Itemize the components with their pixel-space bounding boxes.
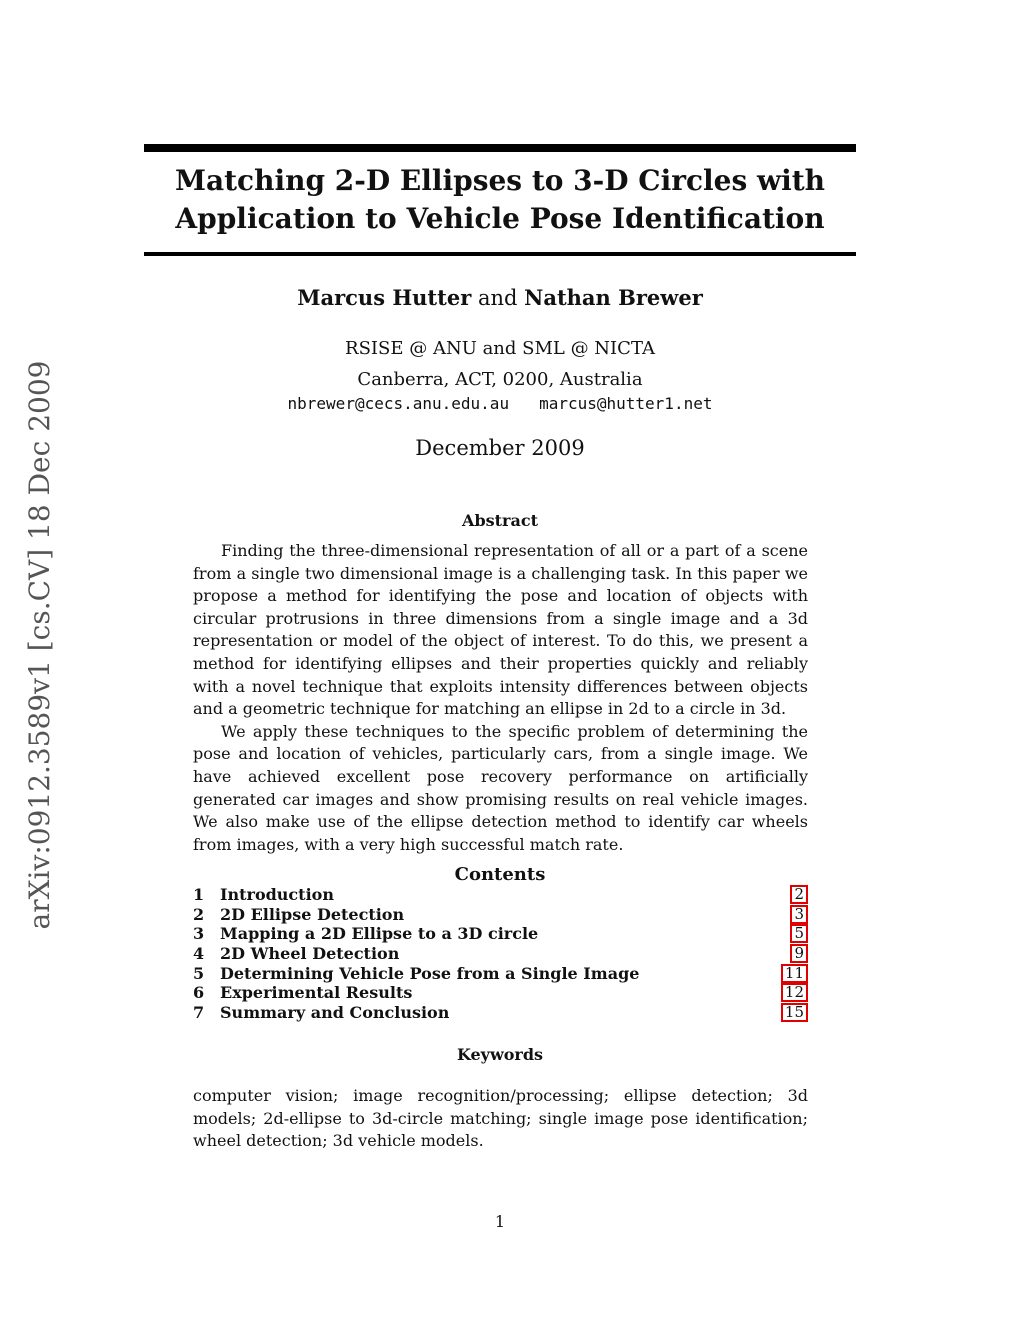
email-1[interactable]: nbrewer@cecs.anu.edu.au <box>287 394 510 413</box>
toc-entry[interactable] <box>193 983 808 1003</box>
title-line-1: Matching 2-D Ellipses to 3-D Circles with <box>174 164 826 197</box>
title-rule-bottom <box>144 252 856 256</box>
abstract-body <box>193 540 808 856</box>
keywords-text: computer vision; image recognition/processing; ellipse detection; 3d models; 2d-ellipse to 3d-circle matching; single image pose identification; wheel detection; 3d vehicle models. <box>193 1086 808 1151</box>
affiliation-line-1: RSISE @ ANU and SML @ NICTA <box>345 338 655 359</box>
affiliation <box>144 333 856 395</box>
toc-number: 5 <box>193 963 205 983</box>
toc-page-link[interactable]: 3 <box>790 905 808 924</box>
author-2: Nathan Brewer <box>524 285 703 310</box>
page-number: 1 <box>494 1212 506 1231</box>
toc-number: 6 <box>193 983 205 1003</box>
title-rule-top <box>144 144 856 152</box>
email-list <box>144 394 856 413</box>
author-list <box>144 285 856 310</box>
affiliation-line-2: Canberra, ACT, 0200, Australia <box>357 369 643 390</box>
toc-page-link[interactable]: 11 <box>781 964 808 983</box>
abstract-heading: Abstract <box>462 511 538 530</box>
keywords-heading: Keywords <box>456 1045 544 1064</box>
toc-page-link[interactable]: 12 <box>781 983 808 1002</box>
toc-label: Determining Vehicle Pose from a Single Image <box>220 963 640 983</box>
toc-page-link[interactable]: 5 <box>790 924 808 943</box>
publication-date: December 2009 <box>415 436 585 460</box>
toc-page-link[interactable]: 9 <box>790 944 808 963</box>
contents-heading: Contents <box>454 864 546 885</box>
arxiv-stamp: arXiv:0912.3589v1 [cs.CV] 18 Dec 2009 <box>23 360 56 930</box>
toc-page-link[interactable]: 2 <box>790 885 808 904</box>
author-joiner: and <box>477 286 518 310</box>
toc-label: Introduction <box>220 885 334 905</box>
toc-entry[interactable] <box>193 905 808 925</box>
toc-label: 2D Wheel Detection <box>220 944 400 964</box>
table-of-contents <box>193 885 808 1022</box>
toc-entry[interactable] <box>193 1003 808 1023</box>
toc-entry[interactable] <box>193 924 808 944</box>
toc-label: 2D Ellipse Detection <box>220 904 405 924</box>
toc-entry[interactable] <box>193 885 808 905</box>
title-line-2: Application to Vehicle Pose Identification <box>175 202 825 235</box>
email-2[interactable]: marcus@hutter1.net <box>539 394 713 413</box>
toc-number: 3 <box>193 924 205 944</box>
toc-label: Summary and Conclusion <box>220 1002 450 1022</box>
toc-number: 1 <box>193 885 205 905</box>
abstract-paragraph-1: Finding the three-dimensional representation of all or a part of a scene from a single two dimensional image is a challenging task. In this paper we propose a method for identifying the pose and location of objects with circular protrusions in three dimensions from a single image and a 3d representation or model of the object of interest. To do this, we present a method for identifying ellipses and their properties quickly and reliably with a novel technique that exploits intensity differences between objects and a geometric technique for matching an ellipse in 2d to a circle in 3d. <box>193 541 808 719</box>
toc-label: Mapping a 2D Ellipse to a 3D circle <box>220 924 539 944</box>
author-1: Marcus Hutter <box>297 285 472 310</box>
toc-entry[interactable] <box>193 944 808 964</box>
toc-number: 2 <box>193 904 205 924</box>
paper-title <box>144 162 856 238</box>
toc-label: Experimental Results <box>220 983 413 1003</box>
toc-number: 4 <box>193 944 205 964</box>
abstract-paragraph-2: We apply these techniques to the specific problem of determining the pose and location of vehicles, particularly cars, from a single image. We have achieved excellent pose recovery performance on artificially generated car images and show promising results on real vehicle images. We also make use of the ellipse detection method to identify car wheels from images, with a very high successful match rate. <box>193 721 808 854</box>
toc-page-link[interactable]: 15 <box>781 1003 808 1022</box>
toc-number: 7 <box>193 1002 205 1022</box>
toc-entry[interactable] <box>193 963 808 983</box>
